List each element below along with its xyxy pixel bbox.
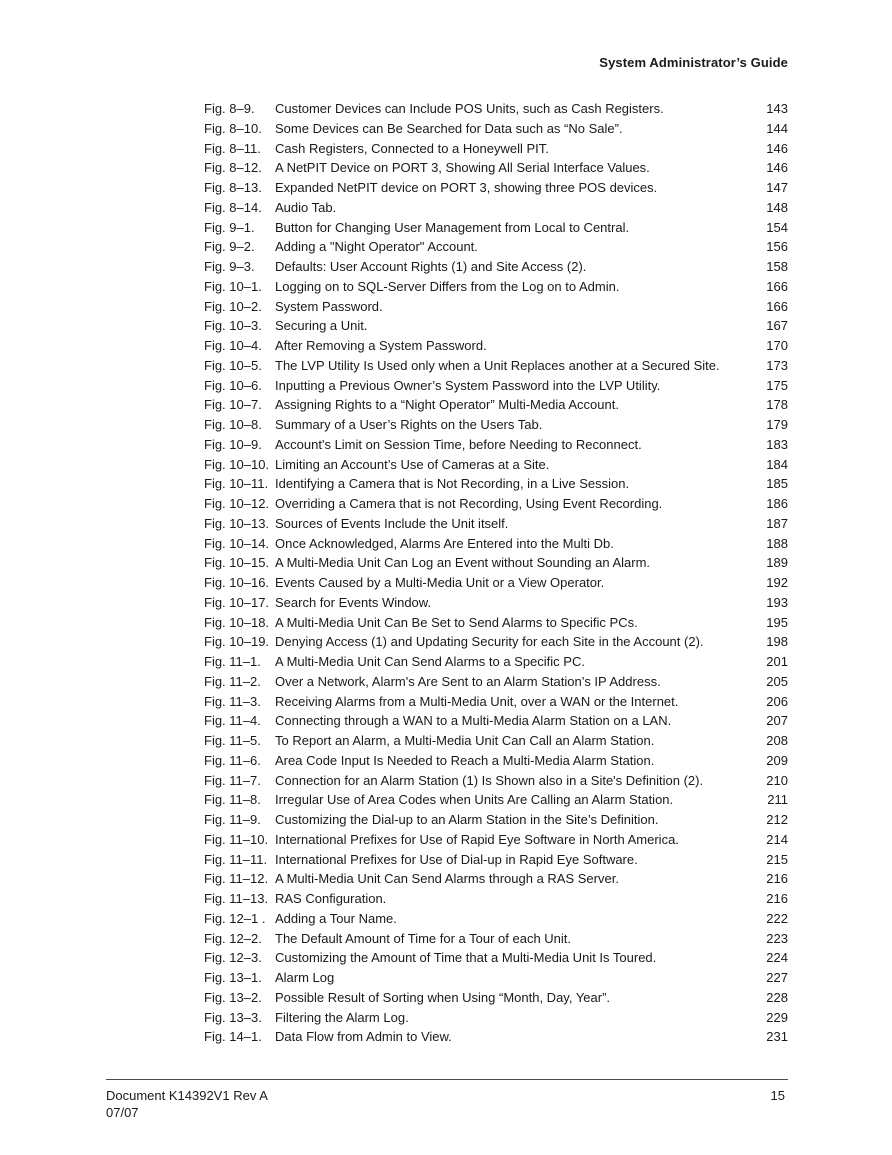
figure-number: Fig. 11–6. <box>204 752 261 768</box>
figure-number: Fig. 11–9. <box>204 812 261 827</box>
figure-number: Fig. 10–1. <box>204 278 262 294</box>
figure-entry <box>204 593 788 613</box>
figure-number: Fig. 14–1. <box>204 1029 262 1045</box>
figure-entry <box>204 1008 788 1028</box>
figure-page-number: 229 <box>766 1009 788 1025</box>
figure-entry <box>204 850 788 870</box>
figure-caption: Data Flow from Admin to View. <box>275 1029 452 1045</box>
figure-number: Fig. 11–11. <box>204 851 268 867</box>
figure-caption: Possible Result of Sorting when Using “Month, Day, Year”. <box>275 989 611 1005</box>
figure-caption: Over a Network, Alarm's Are Sent to an Alarm Station’s IP Address. <box>275 673 661 689</box>
figure-caption: Limiting an Account’s Use of Cameras at a Site. <box>275 456 550 472</box>
figure-caption: RAS Configuration. <box>275 891 387 906</box>
figure-number: Fig. 11–1. <box>204 654 261 669</box>
figure-entry <box>204 455 788 475</box>
figure-page-number: 214 <box>766 831 788 847</box>
figure-page-number: 178 <box>766 397 788 413</box>
figure-page-number: 143 <box>766 101 788 116</box>
figure-number: Fig. 10–5. <box>204 357 262 373</box>
figure-entry <box>204 297 788 317</box>
figure-entry <box>204 889 788 909</box>
figure-number: Fig. 10–8. <box>204 417 262 432</box>
figure-page-number: 227 <box>766 970 788 985</box>
figure-page-number: 222 <box>766 910 788 926</box>
figure-entry <box>204 494 788 514</box>
figure-page-number: 224 <box>766 950 788 966</box>
figure-entry <box>204 178 788 198</box>
figure-page-number: 187 <box>766 515 788 531</box>
figure-number: Fig. 13–1. <box>204 970 262 985</box>
figure-number: Fig. 11–13. <box>204 891 269 906</box>
figure-entry <box>204 99 788 119</box>
figure-page-number: 207 <box>766 713 788 729</box>
figure-page-number: 167 <box>766 318 788 334</box>
figure-number: Fig. 10–16. <box>204 575 270 590</box>
footer-date: 07/07 <box>106 1105 139 1120</box>
figure-page-number: 154 <box>766 219 788 235</box>
figure-entry <box>204 652 788 672</box>
figure-entry <box>204 869 788 889</box>
figure-entry <box>204 336 788 356</box>
figure-page-number: 158 <box>766 259 788 274</box>
figure-page-number: 185 <box>766 476 788 492</box>
figure-page-number: 198 <box>766 634 788 650</box>
figure-entry <box>204 929 788 949</box>
figure-page-number: 184 <box>766 456 788 472</box>
figure-caption: Audio Tab. <box>275 199 337 215</box>
figure-page-number: 216 <box>766 871 788 887</box>
figure-caption: Filtering the Alarm Log. <box>275 1009 409 1025</box>
figure-entry <box>204 751 788 771</box>
figure-entry <box>204 1027 788 1047</box>
figure-number: Fig. 11–4. <box>204 713 261 729</box>
figure-caption: Defaults: User Account Rights (1) and Site Access (2). <box>275 259 587 274</box>
figure-number: Fig. 11–5. <box>204 733 261 748</box>
figure-page-number: 147 <box>766 180 788 195</box>
figure-caption: Account's Limit on Session Time, before Needing to Reconnect. <box>275 436 642 452</box>
figure-number: Fig. 8–9. <box>204 101 255 116</box>
figure-page-number: 211 <box>767 792 788 808</box>
figure-page-number: 210 <box>766 772 788 788</box>
figure-caption: Cash Registers, Connected to a Honeywell PIT. <box>275 140 549 156</box>
figure-number: Fig. 12–3. <box>204 950 262 966</box>
figure-page-number: 216 <box>766 891 788 906</box>
figure-number: Fig. 8–10. <box>204 120 262 136</box>
figure-number: Fig. 10–4. <box>204 338 262 353</box>
figure-caption: Some Devices can Be Searched for Data such as “No Sale”. <box>275 120 623 136</box>
list-of-figures <box>204 99 788 1047</box>
figure-entry <box>204 316 788 336</box>
figure-number: Fig. 11–2. <box>204 673 261 689</box>
figure-number: Fig. 10–13. <box>204 515 270 531</box>
figure-number: Fig. 12–1 . <box>204 910 266 926</box>
figure-number: Fig. 10–2. <box>204 298 262 314</box>
figure-entry <box>204 534 788 554</box>
figure-caption: To Report an Alarm, a Multi-Media Unit Can Call an Alarm Station. <box>275 733 655 748</box>
figure-page-number: 212 <box>766 812 788 827</box>
figure-number: Fig. 9–1. <box>204 219 255 235</box>
figure-entry <box>204 218 788 238</box>
figure-caption: Irregular Use of Area Codes when Units Are Calling an Alarm Station. <box>275 792 674 808</box>
figure-entry <box>204 731 788 751</box>
figure-caption: Area Code Input Is Needed to Reach a Multi-Media Alarm Station. <box>275 752 655 768</box>
figure-number: Fig. 11–10. <box>204 831 269 847</box>
figure-number: Fig. 11–3. <box>204 693 261 709</box>
figure-page-number: 189 <box>766 555 788 571</box>
figure-number: Fig. 8–13. <box>204 180 262 195</box>
figure-number: Fig. 8–11. <box>204 140 261 156</box>
figure-entry <box>204 711 788 731</box>
figure-page-number: 148 <box>766 199 788 215</box>
figure-entry <box>204 119 788 139</box>
figure-caption: Identifying a Camera that is Not Recording, in a Live Session. <box>275 476 630 492</box>
figure-entry <box>204 277 788 297</box>
figure-page-number: 208 <box>766 733 788 748</box>
figure-caption: Adding a Tour Name. <box>275 910 397 926</box>
figure-page-number: 209 <box>766 752 788 768</box>
figure-page-number: 195 <box>766 614 788 630</box>
footer-document-id: Document K14392V1 Rev A <box>106 1088 268 1103</box>
figure-entry <box>204 692 788 712</box>
figure-number: Fig. 13–3. <box>204 1009 262 1025</box>
figure-entry <box>204 514 788 534</box>
figure-caption: Securing a Unit. <box>275 318 368 334</box>
figure-number: Fig. 10–19. <box>204 634 270 650</box>
figure-caption: Alarm Log <box>275 970 335 985</box>
figure-number: Fig. 10–10. <box>204 456 270 472</box>
figure-caption: Receiving Alarms from a Multi-Media Unit, over a WAN or the Internet. <box>275 693 679 709</box>
figure-entry <box>204 395 788 415</box>
running-header-title: System Administrator’s Guide <box>599 55 788 70</box>
figure-entry <box>204 158 788 178</box>
figure-entry <box>204 415 788 435</box>
figure-number: Fig. 9–2. <box>204 239 255 255</box>
figure-page-number: 201 <box>766 654 788 669</box>
figure-caption: A NetPIT Device on PORT 3, Showing All Serial Interface Values. <box>275 160 650 176</box>
figure-caption: Button for Changing User Management from Local to Central. <box>275 219 630 235</box>
figure-entry <box>204 790 788 810</box>
figure-page-number: 215 <box>766 851 788 867</box>
figure-page-number: 173 <box>766 357 788 373</box>
figure-page-number: 146 <box>766 160 788 176</box>
figure-caption: Adding a "Night Operator" Account. <box>275 239 478 255</box>
figure-number: Fig. 8–14. <box>204 199 262 215</box>
figure-caption: Search for Events Window. <box>275 594 432 610</box>
figure-caption: Connection for an Alarm Station (1) Is Shown also in a Site's Definition (2). <box>275 772 704 788</box>
figure-entry <box>204 632 788 652</box>
figure-entry <box>204 613 788 633</box>
figure-number: Fig. 12–2. <box>204 930 262 946</box>
figure-page-number: 186 <box>766 496 788 511</box>
figure-entry <box>204 356 788 376</box>
figure-entry <box>204 376 788 396</box>
figure-entry <box>204 810 788 830</box>
figure-page-number: 205 <box>766 673 788 689</box>
figure-caption: After Removing a System Password. <box>275 338 487 353</box>
figure-number: Fig. 10–15. <box>204 555 270 571</box>
figure-page-number: 166 <box>766 278 788 294</box>
figure-caption: Once Acknowledged, Alarms Are Entered into the Multi Db. <box>275 535 614 551</box>
figure-number: Fig. 13–2. <box>204 989 262 1005</box>
figure-entry <box>204 968 788 988</box>
figure-number: Fig. 10–7. <box>204 397 262 413</box>
figure-entry <box>204 237 788 257</box>
figure-page-number: 156 <box>766 239 788 255</box>
figure-number: Fig. 10–12. <box>204 496 270 511</box>
figure-page-number: 206 <box>766 693 788 709</box>
figure-entry <box>204 948 788 968</box>
figure-page-number: 223 <box>766 930 788 946</box>
figure-page-number: 231 <box>766 1029 788 1045</box>
figure-caption: Denying Access (1) and Updating Security for each Site in the Account (2). <box>275 634 704 650</box>
figure-number: Fig. 11–12. <box>204 871 269 887</box>
figure-entry <box>204 771 788 791</box>
figure-number: Fig. 10–18. <box>204 614 270 630</box>
figure-caption: Summary of a User’s Rights on the Users Tab. <box>275 417 543 432</box>
figure-number: Fig. 11–7. <box>204 772 261 788</box>
figure-caption: A Multi-Media Unit Can Send Alarms to a Specific PC. <box>275 654 585 669</box>
figure-page-number: 188 <box>766 535 788 551</box>
figure-caption: Logging on to SQL-Server Differs from the Log on to Admin. <box>275 278 620 294</box>
figure-number: Fig. 9–3. <box>204 259 255 274</box>
figure-number: Fig. 10–6. <box>204 377 262 393</box>
figure-caption: A Multi-Media Unit Can Log an Event without Sounding an Alarm. <box>275 555 651 571</box>
figure-entry <box>204 257 788 277</box>
figure-number: Fig. 10–17. <box>204 594 270 610</box>
figure-page-number: 170 <box>766 338 788 353</box>
figure-caption: A Multi-Media Unit Can Send Alarms through a RAS Server. <box>275 871 619 887</box>
figure-caption: Events Caused by a Multi-Media Unit or a View Operator. <box>275 575 605 590</box>
figure-entry <box>204 672 788 692</box>
figure-page-number: 193 <box>766 594 788 610</box>
figure-entry <box>204 909 788 929</box>
figure-page-number: 183 <box>766 436 788 452</box>
figure-number: Fig. 10–14. <box>204 535 270 551</box>
figure-caption: Sources of Events Include the Unit itself. <box>275 515 509 531</box>
figure-number: Fig. 11–8. <box>204 792 261 808</box>
figure-caption: The LVP Utility Is Used only when a Unit Replaces another at a Secured Site. <box>275 357 720 373</box>
figure-entry <box>204 573 788 593</box>
figure-page-number: 192 <box>766 575 788 590</box>
figure-caption: Assigning Rights to a “Night Operator” Multi-Media Account. <box>275 397 619 413</box>
figure-page-number: 175 <box>766 377 788 393</box>
figure-caption: The Default Amount of Time for a Tour of each Unit. <box>275 930 572 946</box>
figure-caption: International Prefixes for Use of Dial-up in Rapid Eye Software. <box>275 851 638 867</box>
footer-divider <box>106 1079 788 1080</box>
figure-number: Fig. 10–11. <box>204 476 269 492</box>
figure-caption: Connecting through a WAN to a Multi-Media Alarm Station on a LAN. <box>275 713 672 729</box>
figure-page-number: 144 <box>766 120 788 136</box>
figure-caption: Customizing the Amount of Time that a Multi-Media Unit Is Toured. <box>275 950 657 966</box>
figure-caption: Overriding a Camera that is not Recording, Using Event Recording. <box>275 496 663 511</box>
figure-caption: International Prefixes for Use of Rapid Eye Software in North America. <box>275 831 679 847</box>
figure-caption: Customizing the Dial-up to an Alarm Station in the Site’s Definition. <box>275 812 659 827</box>
figure-entry <box>204 830 788 850</box>
figure-entry <box>204 198 788 218</box>
figure-entry <box>204 474 788 494</box>
figure-page-number: 228 <box>766 989 788 1005</box>
figure-number: Fig. 10–3. <box>204 318 262 334</box>
figure-entry <box>204 139 788 159</box>
figure-caption: System Password. <box>275 298 383 314</box>
footer-page-number: 15 <box>770 1088 785 1103</box>
figure-page-number: 179 <box>766 417 788 432</box>
figure-page-number: 146 <box>766 140 788 156</box>
figure-entry <box>204 988 788 1008</box>
figure-page-number: 166 <box>766 298 788 314</box>
figure-caption: Expanded NetPIT device on PORT 3, showing three POS devices. <box>275 180 658 195</box>
figure-entry <box>204 553 788 573</box>
figure-entry <box>204 435 788 455</box>
figure-number: Fig. 8–12. <box>204 160 262 176</box>
figure-caption: Customer Devices can Include POS Units, such as Cash Registers. <box>275 101 664 116</box>
figure-caption: A Multi-Media Unit Can Be Set to Send Alarms to Specific PCs. <box>275 614 638 630</box>
figure-number: Fig. 10–9. <box>204 436 262 452</box>
figure-caption: Inputting a Previous Owner’s System Password into the LVP Utility. <box>275 377 661 393</box>
